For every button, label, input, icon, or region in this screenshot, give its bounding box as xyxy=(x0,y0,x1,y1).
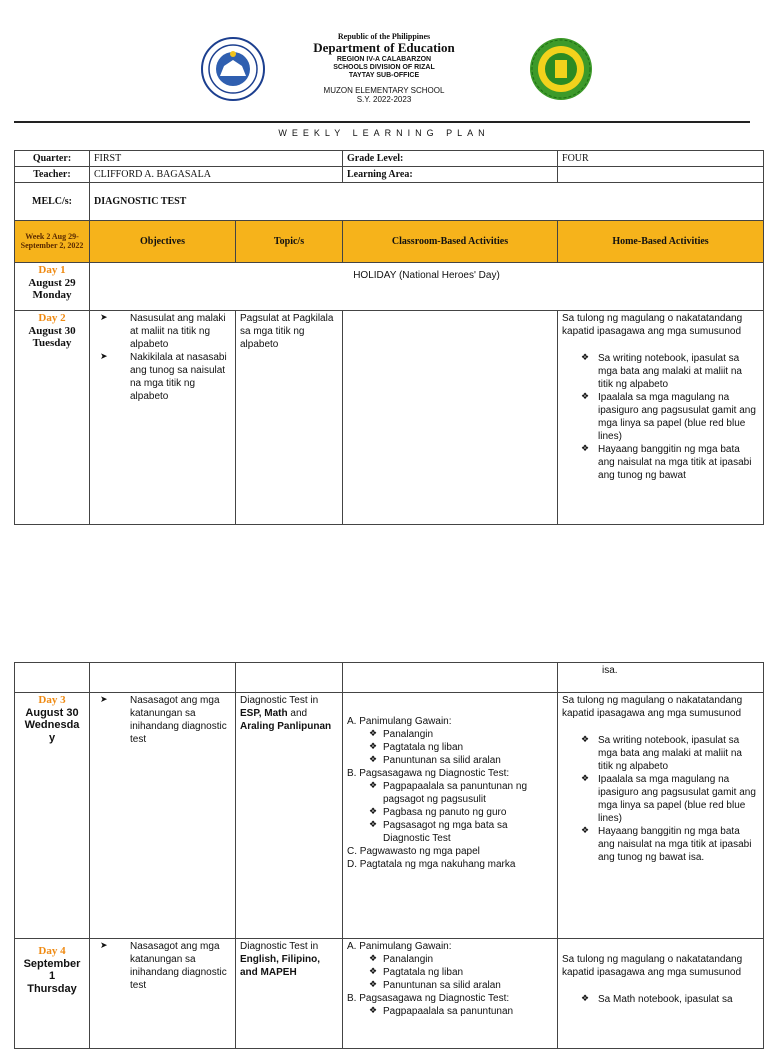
letterhead xyxy=(0,0,768,138)
quarter-label: Quarter: xyxy=(15,151,90,167)
day4-home xyxy=(558,939,764,1049)
list-item: ❖ Pagtatala ng liban xyxy=(347,741,553,754)
list-item: ❖ Hayaang banggitin ng mga bata ang naisulat na mga titik at ipasabi ang tunog ng bawat isa. xyxy=(562,825,759,864)
list-item: ❖ Pagsasagot ng mga bata sa Diagnostic Test xyxy=(347,819,553,845)
republic-line: Republic of the Philippines xyxy=(337,32,431,41)
home-header: Home-Based Activities xyxy=(558,221,764,263)
list-item: ❖ Panuntunan sa silid aralan xyxy=(347,754,553,767)
day1-number: Day 1 xyxy=(38,264,66,276)
day1-date: August 29 xyxy=(28,276,76,289)
day3-topic: Diagnostic Test in ESP, Math and Araling Panlipunan xyxy=(236,693,343,939)
school-seal-icon xyxy=(528,36,594,102)
list-item: ➤ Nasasagot ang mga katanungan sa inihandang diagnostic test xyxy=(94,940,231,992)
day4-classroom: A. Panimulang Gawain: ❖ Panalangin ❖ Pagtatala ng liban ❖ Panuntunan sa silid aralan B. Pagsasagawa ng Diagnostic Test: ❖ Pagpapaalala sa panuntunan xyxy=(343,939,558,1049)
area-value xyxy=(558,167,764,183)
grade-label: Grade Level: xyxy=(343,151,558,167)
division-line: SCHOOLS DIVISION OF RIZAL xyxy=(333,64,435,72)
day2-home xyxy=(558,311,764,525)
day3-date: August 30 xyxy=(25,706,79,719)
list-item: ❖ Pagpapaalala sa panuntunan xyxy=(347,1005,553,1018)
continuation-text: isa. xyxy=(558,663,764,693)
day2-weekday: Tuesday xyxy=(32,337,72,350)
melc-label: MELC/s: xyxy=(15,183,90,221)
letterhead-text xyxy=(250,32,518,105)
day4-number: Day 4 xyxy=(38,945,66,957)
list-item: ➤ Nasusulat ang malaki at maliit na titik ng alpabeto xyxy=(94,312,231,351)
day4-topic: Diagnostic Test in English, Filipino, and MAPEH xyxy=(236,939,343,1049)
day3-home xyxy=(558,693,764,939)
list-item: ❖ Sa Math notebook, ipasulat sa xyxy=(562,993,759,1006)
learning-plan-table-continued xyxy=(14,662,764,1049)
list-item: ➤ Nasasagot ang mga katanungan sa inihandang diagnostic test xyxy=(94,694,231,746)
day3-cell: Day 3 August 30 Wednesda y xyxy=(15,693,90,939)
day2-cell xyxy=(15,311,90,525)
objectives-header: Objectives xyxy=(90,221,236,263)
area-label: Learning Area: xyxy=(343,167,558,183)
list-item: ❖ Pagpapaalala sa panuntunan ng pagsagot ng pagsusulit xyxy=(347,780,553,806)
day2-classroom xyxy=(343,311,558,525)
learning-plan-table xyxy=(14,150,764,525)
list-item: ❖ Hayaang banggitin ng mga bata ang naisulat na mga titik at ipasabi ang tunog ng bawat xyxy=(562,443,759,482)
day4-home-intro: Sa tulong ng magulang o nakatatandang kapatid ipasagawa ang mga sumusunod xyxy=(562,954,743,978)
list-item: ❖ Sa writing notebook, ipasulat sa mga bata ang malaki at maliit na titik ng alpabeto xyxy=(562,352,759,391)
day3-objectives xyxy=(90,693,236,939)
day3-row xyxy=(15,693,764,939)
day4-objectives xyxy=(90,939,236,1049)
continuation-row xyxy=(15,663,764,693)
quarter-value: FIRST xyxy=(90,151,343,167)
day4-date: September xyxy=(23,957,81,970)
week-header: Week 2 Aug 29-September 2, 2022 xyxy=(15,221,90,263)
day1-row xyxy=(15,263,764,311)
holiday-note: HOLIDAY (National Heroes' Day) xyxy=(90,263,764,311)
list-item: ❖ Panalangin xyxy=(347,728,553,741)
day4-row xyxy=(15,939,764,1049)
classroom-header: Classroom-Based Activities xyxy=(343,221,558,263)
list-item: ❖ Panuntunan sa silid aralan xyxy=(347,979,553,992)
day3-number: Day 3 xyxy=(38,694,66,706)
day1-weekday: Monday xyxy=(32,289,72,302)
melc-value: DIAGNOSTIC TEST xyxy=(90,183,764,221)
list-item: ❖ Pagtatala ng liban xyxy=(347,966,553,979)
day2-objectives xyxy=(90,311,236,525)
header-divider xyxy=(14,121,750,123)
region-line: REGION IV-A CALABARZON xyxy=(336,56,432,64)
day4-cell: Day 4 September 1 Thursday xyxy=(15,939,90,1049)
column-header-row xyxy=(15,221,764,263)
day3-classroom: A. Panimulang Gawain: ❖ Panalangin ❖ Pagtatala ng liban ❖ Panuntunan sa silid aralan B. Pagsasagawa ng Diagnostic Test: ❖ Pagpapaalala sa panuntunan ng pagsagot ng pagsusulit ❖ Pagbasa ng panuto ng guro ❖ Pagsasagot ng mga bata sa Diagnostic Test C. Pagwawasto ng mga papel D. Pagtatala ng mga nakuhang marka xyxy=(343,693,558,939)
teacher-label: Teacher: xyxy=(15,167,90,183)
day4-weekday: Thursday xyxy=(27,982,77,995)
teacher-value: CLIFFORD A. BAGASALA xyxy=(90,167,343,183)
topics-header: Topic/s xyxy=(236,221,343,263)
plan-title: WEEKLY LEARNING PLAN xyxy=(278,128,490,138)
day1-cell xyxy=(15,263,90,311)
list-item: ➤ Nakikilala at nasasabi ang tunog sa naisulat na mga titik ng alpabeto xyxy=(94,351,231,403)
list-item: ❖ Ipaalala sa mga magulang na ipasiguro ang pagsusulat gamit ang mga linya sa papel (blue red blue lines) xyxy=(562,773,759,825)
list-item: ❖ Panalangin xyxy=(347,953,553,966)
day3-home-intro: Sa tulong ng magulang o nakatatandang kapatid ipasagawa ang mga sumusunod xyxy=(562,695,743,719)
school-year-line: S.Y. 2022-2023 xyxy=(356,95,412,105)
school-line: MUZON ELEMENTARY SCHOOL xyxy=(323,86,445,96)
day2-number: Day 2 xyxy=(38,312,66,324)
list-item: ❖ Ipaalala sa mga magulang na ipasiguro ang pagsusulat gamit ang mga linya sa papel (blue red blue lines) xyxy=(562,391,759,443)
teacher-row xyxy=(15,167,764,183)
day3-weekday: Wednesda xyxy=(24,719,80,732)
day2-row xyxy=(15,311,764,525)
melc-row xyxy=(15,183,764,221)
suboffice-line: TAYTAY SUB-OFFICE xyxy=(348,72,420,80)
quarter-row xyxy=(15,151,764,167)
grade-value: FOUR xyxy=(558,151,764,167)
day2-topic: Pagsulat at Pagkilala sa mga titik ng alpabeto xyxy=(236,311,343,525)
day2-date: August 30 xyxy=(28,324,76,337)
list-item: ❖ Pagbasa ng panuto ng guro xyxy=(347,806,553,819)
list-item: ❖ Sa writing notebook, ipasulat sa mga bata ang malaki at maliit na titik ng alpabeto xyxy=(562,734,759,773)
department-line: Department of Education xyxy=(313,40,455,56)
day2-home-intro: Sa tulong ng magulang o nakatatandang kapatid ipasagawa ang mga sumusunod xyxy=(562,313,743,337)
